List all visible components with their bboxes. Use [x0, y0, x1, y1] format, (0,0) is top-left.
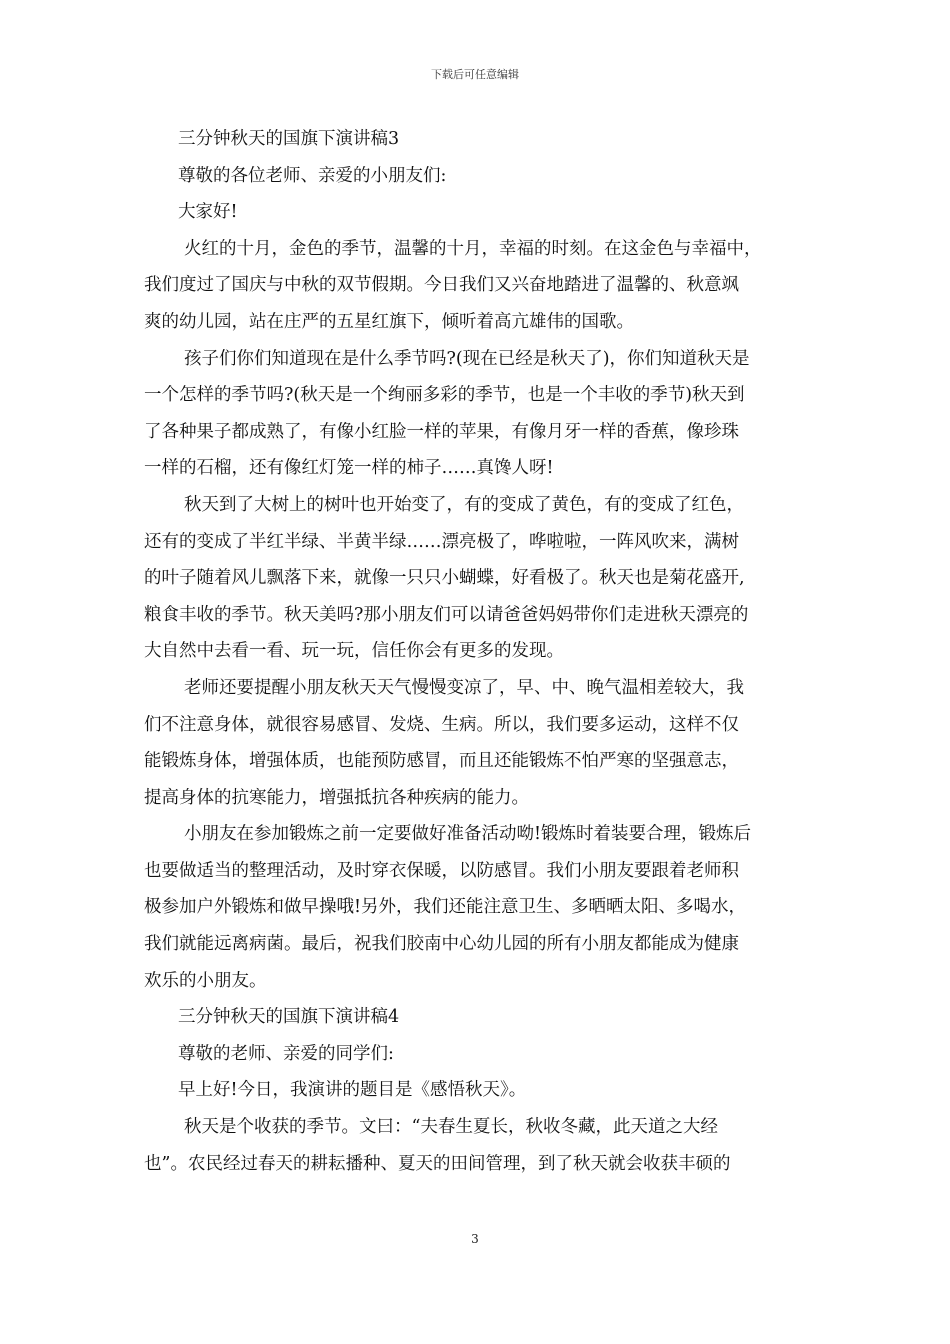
paragraph-line: 了各种果子都成熟了，有像小红脸一样的苹果，有像月牙一样的香蕉，像珍珠: [144, 421, 739, 442]
salutation: 尊敬的各位老师、亲爱的小朋友们:: [178, 165, 447, 186]
paragraph-line: 小朋友在参加锻炼之前一定要做好准备活动呦!锻炼时着装要合理，锻炼后: [184, 824, 752, 845]
paragraph-line: 一样的石榴，还有像红灯笼一样的柿子……真馋人呀!: [144, 458, 554, 479]
greeting: 大家好!: [178, 202, 238, 223]
greeting: 早上好!今日，我演讲的题目是《感悟秋天》。: [178, 1080, 527, 1101]
paragraph-line: 能锻炼身体，增强体质，也能预防感冒，而且还能锻炼不怕严寒的坚强意志，: [144, 751, 739, 772]
section-title: 三分钟秋天的国旗下演讲稿3: [178, 129, 400, 149]
section-title: 三分钟秋天的国旗下演讲稿4: [178, 1007, 400, 1028]
paragraph-line: 老师还要提醒小朋友秋天天气慢慢变凉了，早、中、晚气温相差较大，我: [184, 677, 744, 698]
paragraph-line: 孩子们你们知道现在是什么季节吗?(现在已经是秋天了)，你们知道秋天是: [184, 348, 750, 369]
page-number: 3: [471, 1232, 479, 1246]
paragraph-line: 极参加户外锻炼和做早操哦!另外，我们还能注意卫生、多晒晒太阳、多喝水，: [144, 897, 747, 918]
paragraph-line: 还有的变成了半红半绿、半黄半绿……漂亮极了，哗啦啦，一阵风吹来，满树: [144, 531, 739, 552]
paragraph-line: 火红的十月，金色的季节，温馨的十月，幸福的时刻。在这金色与幸福中，: [184, 238, 762, 259]
paragraph-line: 欢乐的小朋友。: [144, 970, 267, 991]
paragraph-line: 我们就能远离病菌。最后，祝我们胶南中心幼儿园的所有小朋友都能成为健康: [144, 934, 739, 955]
paragraph-line: 们不注意身体，就很容易感冒、发烧、生病。所以，我们要多运动，这样不仅: [144, 714, 739, 735]
paragraph-line: 也”。农民经过春天的耕耘播种、夏天的田间管理，到了秋天就会收获丰硕的: [144, 1153, 731, 1174]
paragraph-line: 提高身体的抗寒能力，增强抵抗各种疾病的能力。: [144, 787, 529, 808]
paragraph-line: 的叶子随着风儿飘落下来，就像一只只小蝴蝶，好看极了。秋天也是菊花盛开,: [144, 568, 745, 589]
document-body: [144, 121, 810, 1182]
paragraph-line: 一个怎样的季节吗?(秋天是一个绚丽多彩的季节，也是一个丰收的季节)秋天到: [144, 385, 745, 406]
paragraph-line: 大自然中去看一看、玩一玩，信任你会有更多的发现。: [144, 641, 564, 662]
paragraph-line: 我们度过了国庆与中秋的双节假期。今日我们又兴奋地踏进了温馨的、秋意飒: [144, 275, 739, 296]
salutation: 尊敬的老师、亲爱的同学们:: [178, 1043, 394, 1064]
paragraph-line: 秋天是个收获的季节。文曰：“夫春生夏长，秋收冬藏，此天道之大经: [184, 1117, 718, 1138]
paragraph-line: 粮食丰收的季节。秋天美吗?那小朋友们可以请爸爸妈妈带你们走进秋天漂亮的: [144, 604, 749, 625]
paragraph-line: 爽的幼儿园，站在庄严的五星红旗下，倾听着高亢雄伟的国歌。: [144, 311, 634, 332]
paragraph-line: 秋天到了大树上的树叶也开始变了，有的变成了黄色，有的变成了红色，: [184, 494, 744, 515]
page-header-note: 下载后可任意编辑: [431, 68, 519, 81]
paragraph-line: 也要做适当的整理活动，及时穿衣保暖，以防感冒。我们小朋友要跟着老师积: [144, 860, 739, 881]
